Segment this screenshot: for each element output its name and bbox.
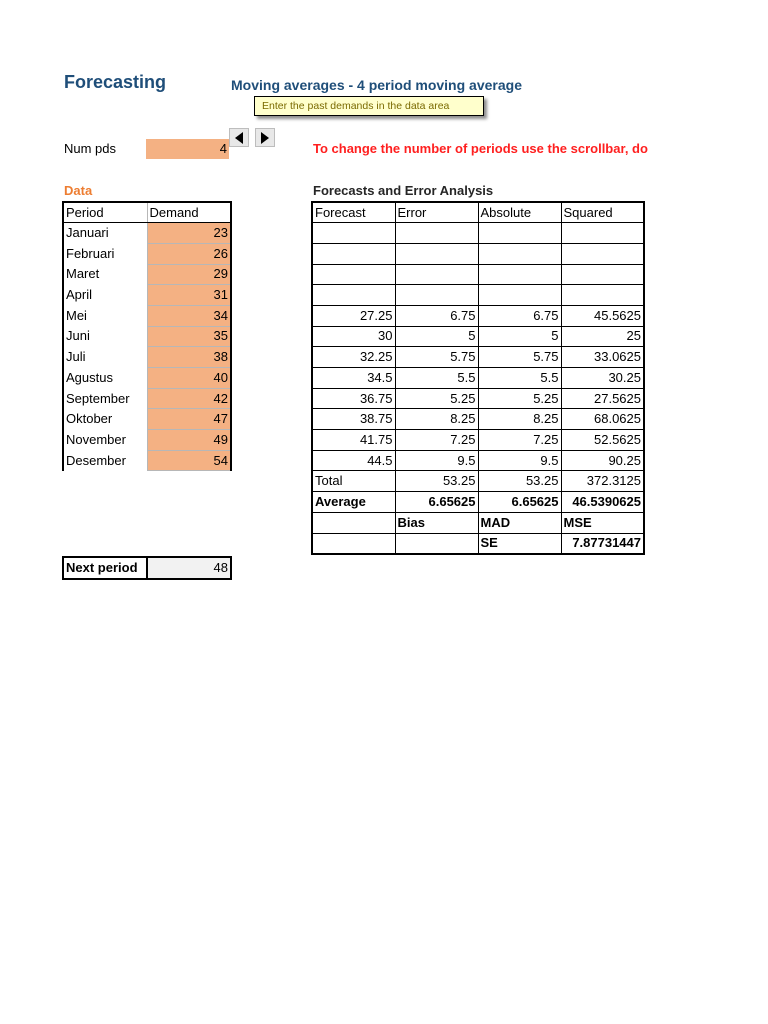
column-header-error: Error	[395, 202, 478, 223]
num-pds-cell[interactable]: 4	[146, 139, 229, 159]
total-squared-cell[interactable]: 372.3125	[561, 471, 644, 492]
forecast-table	[311, 201, 645, 555]
demand-cell[interactable]: 47	[147, 409, 231, 430]
absolute-cell[interactable]: 5.5	[478, 368, 561, 389]
error-cell[interactable]	[395, 223, 478, 244]
data-row	[63, 305, 231, 326]
error-cell[interactable]: 8.25	[395, 409, 478, 430]
data-heading: Data	[64, 183, 93, 198]
period-cell: Desember	[63, 450, 147, 471]
error-cell[interactable]: 5.25	[395, 388, 478, 409]
period-cell: Agustus	[63, 368, 147, 389]
demand-cell[interactable]: 34	[147, 305, 231, 326]
mad-label: MAD	[478, 512, 561, 533]
period-cell: November	[63, 430, 147, 451]
forecast-cell[interactable]: 41.75	[312, 430, 395, 451]
forecast-cell[interactable]	[312, 223, 395, 244]
absolute-cell[interactable]: 5.75	[478, 347, 561, 368]
period-cell: September	[63, 388, 147, 409]
forecast-cell[interactable]: 36.75	[312, 388, 395, 409]
empty-cell[interactable]	[312, 512, 395, 533]
demand-cell[interactable]: 31	[147, 285, 231, 306]
demand-cell[interactable]: 35	[147, 326, 231, 347]
forecast-row	[312, 450, 644, 471]
mse-value-cell[interactable]: 46.5390625	[561, 492, 644, 513]
next-period-value[interactable]: 48	[147, 557, 231, 579]
error-cell[interactable]: 5	[395, 326, 478, 347]
forecast-cell[interactable]: 27.25	[312, 305, 395, 326]
squared-cell[interactable]: 25	[561, 326, 644, 347]
next-period-table	[62, 556, 232, 580]
forecast-cell[interactable]: 30	[312, 326, 395, 347]
scroll-left-button[interactable]	[229, 128, 249, 147]
data-row	[63, 409, 231, 430]
data-table	[62, 201, 232, 471]
squared-cell[interactable]: 68.0625	[561, 409, 644, 430]
cell-comment-tooltip: Enter the past demands in the data area	[254, 96, 484, 116]
forecast-cell[interactable]: 32.25	[312, 347, 395, 368]
absolute-cell[interactable]	[478, 243, 561, 264]
column-header-absolute: Absolute	[478, 202, 561, 223]
squared-cell[interactable]: 33.0625	[561, 347, 644, 368]
error-cell[interactable]: 5.75	[395, 347, 478, 368]
error-cell[interactable]: 6.75	[395, 305, 478, 326]
forecast-heading: Forecasts and Error Analysis	[313, 183, 494, 198]
demand-cell[interactable]: 54	[147, 450, 231, 471]
forecast-cell[interactable]: 34.5	[312, 368, 395, 389]
absolute-cell[interactable]	[478, 264, 561, 285]
error-cell[interactable]: 9.5	[395, 450, 478, 471]
column-header-demand: Demand	[147, 202, 231, 223]
absolute-cell[interactable]: 7.25	[478, 430, 561, 451]
period-cell: Oktober	[63, 409, 147, 430]
squared-cell[interactable]: 45.5625	[561, 305, 644, 326]
forecast-row	[312, 430, 644, 451]
period-cell: Juli	[63, 347, 147, 368]
forecast-row	[312, 285, 644, 306]
demand-cell[interactable]: 40	[147, 368, 231, 389]
demand-cell[interactable]: 38	[147, 347, 231, 368]
next-period-row	[63, 557, 231, 579]
data-header-row	[63, 202, 231, 223]
demand-cell[interactable]: 49	[147, 430, 231, 451]
next-period-label: Next period	[63, 557, 147, 579]
period-cell: Juni	[63, 326, 147, 347]
data-row	[63, 264, 231, 285]
metric-label-row	[312, 512, 644, 533]
period-cell: Mei	[63, 305, 147, 326]
triangle-right-icon	[261, 132, 269, 144]
bias-value-cell[interactable]: 6.65625	[395, 492, 478, 513]
column-header-squared: Squared	[561, 202, 644, 223]
num-pds-label: Num pds	[64, 141, 117, 156]
error-cell[interactable]: 5.5	[395, 368, 478, 389]
total-label: Total	[312, 471, 395, 492]
data-row	[63, 347, 231, 368]
data-row	[63, 450, 231, 471]
forecast-row	[312, 305, 644, 326]
total-absolute-cell[interactable]: 53.25	[478, 471, 561, 492]
squared-cell[interactable]: 90.25	[561, 450, 644, 471]
demand-cell[interactable]: 29	[147, 264, 231, 285]
mad-value-cell[interactable]: 6.65625	[478, 492, 561, 513]
absolute-cell[interactable]	[478, 285, 561, 306]
demand-cell[interactable]: 26	[147, 243, 231, 264]
error-cell[interactable]	[395, 285, 478, 306]
forecast-row	[312, 409, 644, 430]
error-cell[interactable]	[395, 243, 478, 264]
squared-cell[interactable]: 30.25	[561, 368, 644, 389]
forecast-row	[312, 243, 644, 264]
data-row	[63, 326, 231, 347]
forecast-row	[312, 347, 644, 368]
forecast-row	[312, 264, 644, 285]
average-row	[312, 492, 644, 513]
forecast-cell[interactable]: 38.75	[312, 409, 395, 430]
data-row	[63, 368, 231, 389]
instruction-text: To change the number of periods use the scrollbar, do	[313, 141, 648, 156]
sheet-title: Forecasting	[64, 72, 167, 92]
squared-cell[interactable]	[561, 223, 644, 244]
squared-cell[interactable]: 52.5625	[561, 430, 644, 451]
demand-cell[interactable]: 23	[147, 223, 231, 244]
period-cell: Januari	[63, 223, 147, 244]
empty-cell[interactable]	[395, 533, 478, 554]
demand-cell[interactable]: 42	[147, 388, 231, 409]
data-row	[63, 430, 231, 451]
mse-label: MSE	[561, 512, 644, 533]
data-row	[63, 243, 231, 264]
period-cell: Maret	[63, 264, 147, 285]
column-header-period: Period	[63, 202, 147, 223]
data-row	[63, 285, 231, 306]
forecast-row	[312, 388, 644, 409]
forecast-cell[interactable]	[312, 264, 395, 285]
total-row	[312, 471, 644, 492]
squared-cell[interactable]: 27.5625	[561, 388, 644, 409]
column-header-forecast: Forecast	[312, 202, 395, 223]
average-label: Average	[312, 492, 395, 513]
absolute-cell[interactable]	[478, 223, 561, 244]
period-cell: April	[63, 285, 147, 306]
se-row	[312, 533, 644, 554]
absolute-cell[interactable]: 9.5	[478, 450, 561, 471]
absolute-cell[interactable]: 5	[478, 326, 561, 347]
forecast-header-row	[312, 202, 644, 223]
forecast-cell[interactable]: 44.5	[312, 450, 395, 471]
se-label: SE	[478, 533, 561, 554]
forecast-cell[interactable]	[312, 285, 395, 306]
forecast-cell[interactable]	[312, 243, 395, 264]
forecast-row	[312, 223, 644, 244]
error-cell[interactable]	[395, 264, 478, 285]
absolute-cell[interactable]: 8.25	[478, 409, 561, 430]
data-row	[63, 388, 231, 409]
squared-cell[interactable]	[561, 243, 644, 264]
forecast-row	[312, 368, 644, 389]
data-row	[63, 223, 231, 244]
error-cell[interactable]: 7.25	[395, 430, 478, 451]
squared-cell[interactable]	[561, 264, 644, 285]
period-cell: Februari	[63, 243, 147, 264]
se-value-cell[interactable]: 7.87731447	[561, 533, 644, 554]
absolute-cell[interactable]: 6.75	[478, 305, 561, 326]
triangle-left-icon	[235, 132, 243, 144]
bias-label: Bias	[395, 512, 478, 533]
method-subtitle: Moving averages - 4 period moving average	[231, 77, 522, 93]
scroll-right-button[interactable]	[255, 128, 275, 147]
absolute-cell[interactable]: 5.25	[478, 388, 561, 409]
forecast-row	[312, 326, 644, 347]
empty-cell[interactable]	[312, 533, 395, 554]
squared-cell[interactable]	[561, 285, 644, 306]
total-error-cell[interactable]: 53.25	[395, 471, 478, 492]
